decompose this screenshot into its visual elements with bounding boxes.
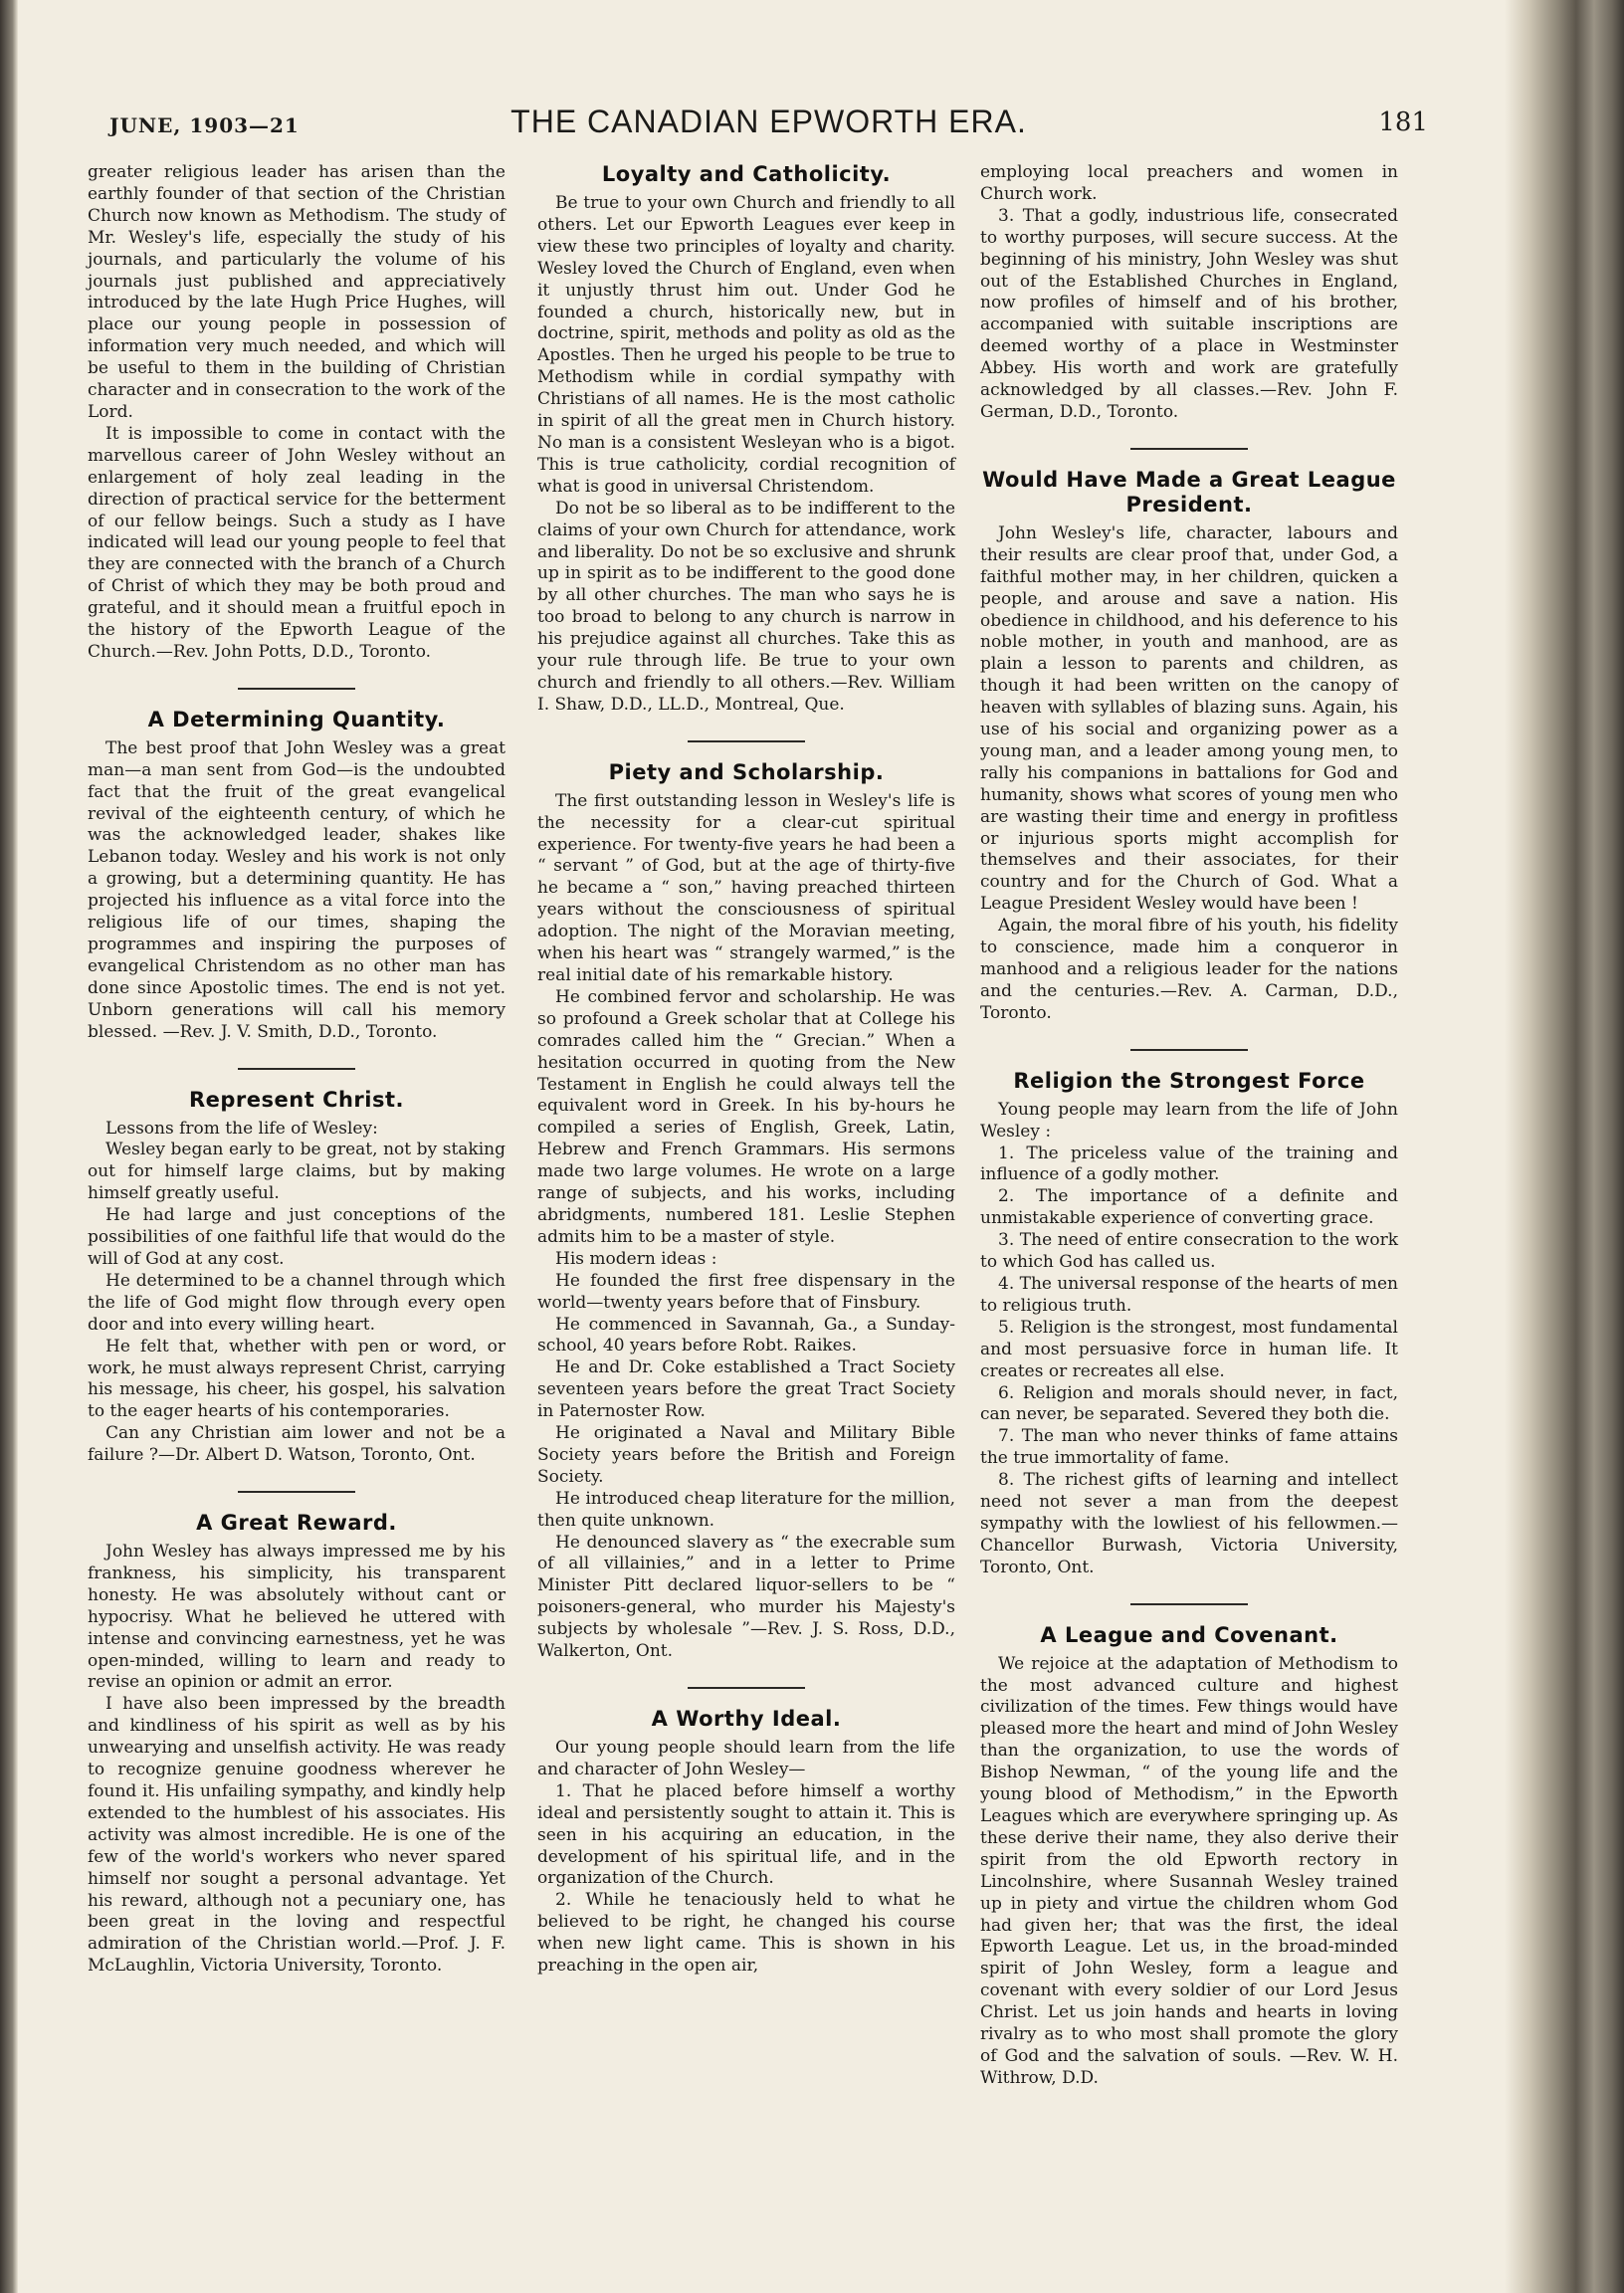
book-page-edges <box>1505 0 1624 2293</box>
paragraph: 6. Religion and morals should never, in fact, can never, be separated. Severed they both die. <box>980 1382 1398 1425</box>
paragraph: 7. The man who never thinks of fame attains the true immortality of fame. <box>980 1426 1398 1469</box>
section-heading: Represent Christ. <box>188 1087 405 1112</box>
section-divider <box>688 740 805 742</box>
paragraph: employing local preachers and women in Church work. <box>980 162 1398 204</box>
paragraph: Again, the moral fibre of his youth, his fidelity to conscience, made him a conqueror in manhood and a religious leader for the nations and the centuries.—Rev. A. Carman, D.D., Toronto. <box>980 916 1398 1023</box>
paragraph: Do not be so liberal as to be indifferent to the claims of your own Church for attendance, work and liberality. Do not be so exclusive and shrunk up in spirit as to be indifferent to the good done by all other churches. The man who says he is too broad to belong to any church is narrow in his prejudice against all churches. Take this as your rule through life. Be true to your own church and friendly to all others.—Rev. William I. Shaw, D.D., LL.D., Montreal, Que. <box>537 498 955 715</box>
paragraph: He and Dr. Coke established a Tract Society seventeen years before the great Tract Society in Paternoster Row. <box>537 1357 955 1422</box>
section-divider <box>238 1068 355 1070</box>
column-2 <box>537 162 955 1978</box>
section-heading: A League and Covenant. <box>1040 1622 1338 1647</box>
section-heading: A Worthy Ideal. <box>651 1707 842 1731</box>
paragraph: Our young people should learn from the life and character of John Wesley— <box>537 1738 955 1779</box>
section-divider <box>1130 448 1248 450</box>
section-divider <box>238 1491 355 1493</box>
paragraph: I have also been impressed by the breadth and kindliness of his spirit as well as by his unwearying and unselfish activity. He was ready to recognize genuine goodness wherever he found it. His unfailing sympathy, and kindly help extended to the humblest of his associates. His activity was almost incredible. He is one of the few of the world's workers who never spared himself nor sought a personal advantage. Yet his reward, although not a pecuniary one, has been great in the loving and respectful admiration of the Christian world.—Prof. J. F. McLaughlin, Victoria University, Toronto. <box>88 1694 506 1977</box>
paragraph: 2. The importance of a definite and unmistakable experience of converting grace. <box>980 1186 1398 1229</box>
paragraph: Young people may learn from the life of John Wesley : <box>980 1099 1398 1142</box>
paragraph: He introduced cheap literature for the million, then quite unknown. <box>537 1488 955 1531</box>
paragraph: 2. While he tenaciously held to what he believed to be right, he changed his course when new light came. This is shown in his preaching in the open air, <box>537 1890 955 1977</box>
paragraph: He originated a Naval and Military Bible Society years before the British and Foreign Society. <box>537 1423 955 1487</box>
section-heading: Loyalty and Catholicity. <box>601 162 892 186</box>
section-divider <box>238 688 355 690</box>
paragraph: His modern ideas : <box>555 1248 717 1269</box>
paragraph: Be true to your own Church and friendly to all others. Let our Epworth Leagues ever keep in view these two principles of loyalty and charity. Wesley loved the Church of England, even when it unjustly thrust him out. Under God he founded a church, historically new, but in doctrine, spirit, methods and polity as old as the Apostles. Then he urged his people to be true to Methodism while in cordial sympathy with Christians of all names. He is the most catholic in spirit of all the great men in Church history. No man is a consistent Wesleyan who is a bigot. This is true catholicity, cordial recognition of what is good in universal Christendom. <box>537 193 955 497</box>
paragraph: 3. The need of entire consecration to the work to which God has called us. <box>980 1230 1398 1273</box>
paragraph: Can any Christian aim lower and not be a failure ?—Dr. Albert D. Watson, Toronto, Ont. <box>88 1423 506 1466</box>
paragraph: We rejoice at the adaptation of Methodism to the most advanced culture and highest civilization of the times. Few things would have pleased more the heart and mind of John Wesley than the organization, to use the words of Bishop Newman, “ of the young life and the young blood of Methodism,” in the Epworth Leagues which are everywhere springing up. As these derive their name, they also derive their spirit from the old Epworth rectory in Lincolnshire, where Susannah Wesley trained up in piety and virtue the children whom God had given her; that was the first, the ideal Epworth League. Let us, in the broad-minded spirit of John Wesley, form a league and covenant with every soldier of our Lord Jesus Christ. Let us join hands and hearts in loving rivalry as to who most shall promote the glory of God and the salvation of souls. —Rev. W. H. Withrow, D.D. <box>980 1653 1398 2088</box>
publication-title: THE CANADIAN EPWORTH ERA. <box>510 104 1027 139</box>
paragraph: He had large and just conceptions of the possibilities of one faithful life that would do the will of God at any cost. <box>88 1205 506 1269</box>
paragraph: Wesley began early to be great, not by staking out for himself large claims, but by making himself greatly useful. <box>88 1140 506 1204</box>
section-heading: Would Have Made a Great League President. <box>982 467 1396 517</box>
paragraph: He commenced in Savannah, Ga., a Sunday-school, 40 years before Robt. Raikes. <box>537 1314 955 1356</box>
paragraph: He felt that, whether with pen or word, or work, he must always represent Christ, carrying his message, his cheer, his gospel, his salvation to the eager hearts of his contemporaries. <box>88 1336 506 1422</box>
section-heading: A Great Reward. <box>196 1511 397 1536</box>
paragraph: The best proof that John Wesley was a great man—a man sent from God—is the undoubted fact that the fruit of the great evangelical revival of the eighteenth century, of which he was the acknowledged leader, shakes like Lebanon today. Wesley and his work is not only a growing, but a determining quantity. He has projected his influence as a vital force into the religious life of our times, shaping the programmes and inspiring the purposes of evangelical Christendom as no other man has done since Apostolic times. The end is not yet. Unborn generations will call his memory blessed. —Rev. J. V. Smith, D.D., Toronto. <box>88 737 506 1042</box>
paragraph: Lessons from the life of Wesley: <box>105 1118 378 1139</box>
section-heading: A Determining Quantity. <box>147 707 446 731</box>
column-1 <box>88 162 506 1978</box>
paragraph: 1. The priceless value of the training and influence of a godly mother. <box>980 1143 1398 1185</box>
paragraph: He combined fervor and scholarship. He was so profound a Greek scholar that at College his comrades called him the “ Grecian.” When a hesitation occurred in quoting from the New Testament in English he could always tell the equivalent word in Greek. In his by-hours he compiled a series of English, Greek, Latin, Hebrew and French Grammars. His sermons made two large volumes. He wrote on a large range of subjects, and his works, including abridgments, numbered 181. Leslie Stephen admits him to be a master of style. <box>537 986 955 1247</box>
paragraph: He denounced slavery as “ the execrable sum of all villainies,” and in a letter to Prime Minister Pitt declared liquor-sellers to be “ poisoners-general, who murder his Majesty's subjects by wholesale ”—Rev. J. S. Ross, D.D., Walkerton, Ont. <box>537 1532 955 1662</box>
paragraph: John Wesley has always impressed me by his frankness, his simplicity, his transparent honesty. He was absolutely without cant or hypocrisy. What he believed he uttered with intense and convincing earnestness, yet he was open-minded, willing to learn and ready to revise an opinion or admit an error. <box>88 1542 506 1693</box>
paragraph: 3. That a godly, industrious life, consecrated to worthy purposes, will secure success. At the beginning of his ministry, John Wesley was shut out of the Established Churches in England, now profiles of himself and of his brother, accompanied with suitable inscriptions are deemed worthy of a place in Westminster Abbey. His worth and work are gratefully acknowledged by all classes.—Rev. John F. German, D.D., Toronto. <box>980 205 1398 422</box>
paragraph: He determined to be a channel through which the life of God might flow through every open door and into every willing heart. <box>88 1270 506 1335</box>
paragraph: 1. That he placed before himself a worthy ideal and persistently sought to attain it. This is seen in his acquiring an education, in the development of his spiritual life, and in the organization of the Church. <box>537 1780 955 1889</box>
paragraph: 4. The universal response of the hearts of men to religious truth. <box>980 1273 1398 1316</box>
paragraph: He founded the first free dispensary in the world—twenty years before that of Finsbury. <box>537 1270 955 1313</box>
section-divider <box>1130 1049 1248 1051</box>
section-divider <box>1130 1603 1248 1605</box>
page-number: 181 <box>1378 107 1428 137</box>
paragraph: The first outstanding lesson in Wesley's life is the necessity for a clear-cut spiritual experience. For twenty-five years he had been a “ servant ” of God, but at the age of thirty-five he became a “ son,” having preached thirteen years without the consciousness of spiritual adoption. The night of the Moravian meeting, when his heart was “ strangely warmed,” is the real initial date of his remarkable history. <box>537 790 955 985</box>
paragraph: John Wesley's life, character, labours and their results are clear proof that, under God, a faithful mother may, in her children, quicken a people, and arouse and save a nation. His obedience in childhood, and his deference to his noble mother, in youth and manhood, are as plain a lesson to parents and children, as though it had been written on the canopy of heaven with syllables of blazing suns. Again, his use of his social and organizing power as a young man, and a leader among young men, to rally his companions in battalions for God and humanity, shows what scores of young men who are wasting their time and energy in profitless or injurious sports might accomplish for themselves and their associates, for their country and for the Church of God. What a League President Wesley would have been ! <box>980 522 1398 915</box>
paragraph: 8. The richest gifts of learning and intellect need not sever a man from the deepest sympathy with the lowliest of his fellowmen.—Chancellor Burwash, Victoria University, Toronto, Ont. <box>980 1470 1398 1577</box>
book-spine-shadow <box>0 0 18 2293</box>
page-header <box>109 104 1428 143</box>
column-3 <box>980 162 1398 2090</box>
issue-date: JUNE, 1903—21 <box>109 113 300 137</box>
paragraph: It is impossible to come in contact with the marvellous career of John Wesley without an enlargement of holy zeal leading in the direction of practical service for the betterment of our fellow beings. Such a study as I have indicated will lead our young people to feel that they are connected with the branch of a Church of Christ of which they may be both proud and grateful, and it should mean a fruitful epoch in the history of the Epworth League of the Church.—Rev. John Potts, D.D., Toronto. <box>88 423 506 662</box>
paragraph: 5. Religion is the strongest, most fundamental and most persuasive force in human life. It creates or recreates all else. <box>980 1317 1398 1381</box>
section-heading: Piety and Scholarship. <box>608 759 885 784</box>
paragraph: greater religious leader has arisen than the earthly founder of that section of the Christian Church now known as Methodism. The study of Mr. Wesley's life, especially the study of his journals, and particularly the volume of his journals just published and appreciatively introduced by the late Hugh Price Hughes, will place our young people in possession of information very much needed, and which will be useful to them in the building of Christian character and in consecration to the work of the Lord. <box>88 162 506 422</box>
section-divider <box>688 1687 805 1689</box>
section-heading: Religion the Strongest Force <box>1013 1068 1365 1093</box>
